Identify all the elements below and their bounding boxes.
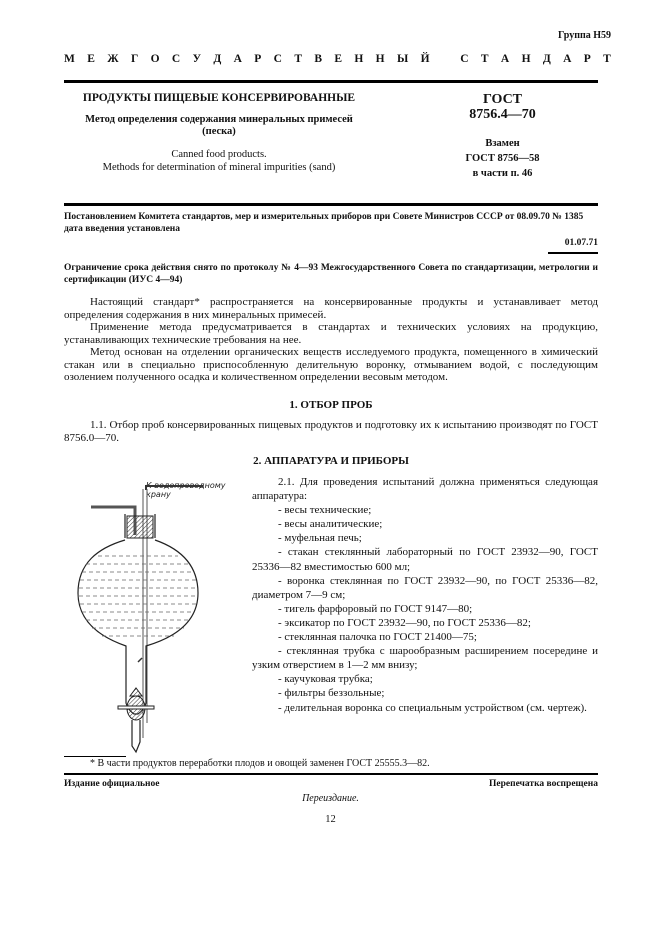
gost-number: 8756.4—70 (469, 107, 536, 122)
title-block (64, 92, 374, 174)
heading-letter: Р (583, 53, 591, 65)
heading-letter: С (273, 53, 282, 65)
heading-letter: С (460, 53, 469, 65)
title-rule (64, 203, 598, 206)
heading-letter: Т (480, 53, 489, 65)
heading-letter: С (171, 53, 181, 65)
heading-letter: Т (294, 53, 302, 65)
subtitle-line: Метод определения содержания минеральных примесей (85, 114, 353, 125)
heading-letter: Ж (107, 53, 119, 65)
apparatus-item: - каучуковая трубка; (278, 673, 373, 686)
section-2-title: 2. АППАРАТУРА И ПРИБОРЫ (253, 455, 409, 467)
heading-letter: Д (542, 53, 551, 65)
footer-rule (64, 773, 598, 775)
heading-letter: Т (603, 53, 611, 65)
date-underline (548, 252, 598, 254)
intro-paragraph: Метод основан на отделении органических веществ исследуемого продукта, помещенного в химический стакан или в специально приспособленную делительную воронку, отмыванием водой, с последующим озолением полученного осадка и количественном определении весовым методом. (64, 346, 598, 383)
gost-label: ГОСТ (482, 92, 523, 107)
document-subtitle (64, 114, 374, 138)
apparatus-item: - фильтры беззольные; (278, 687, 385, 700)
heading-letter: А (563, 53, 572, 65)
apparatus-item: - воронка стеклянная по ГОСТ 23932—90, по ГОСТ 25336—82, диаметром 7—9 см; (252, 574, 598, 601)
apparatus-item: - эксикатор по ГОСТ 23932—90, по ГОСТ 25336—82; (278, 616, 531, 629)
heading-letter: В (314, 53, 322, 65)
english-title-line: Methods for determination of mineral impurities (sand) (102, 162, 336, 173)
funnel-diagram-icon (58, 478, 243, 758)
apparatus-item: - делительная воронка со специальным устройством (см. чертеж). (278, 701, 587, 714)
apparatus-item: - муфельная печь; (278, 532, 362, 545)
interstate-standard-heading (64, 53, 611, 65)
heading-letter: Н (375, 53, 385, 65)
heading-letter: Н (521, 53, 531, 65)
effective-date: 01.07.71 (564, 238, 598, 248)
apparatus-list (252, 475, 598, 715)
intro-paragraph: Настоящий стандарт* распространяется на консервированные продукты и устанавливает метод определения содержания в них минеральных примесей. (64, 296, 598, 321)
apparatus-item: - весы технические; (278, 504, 372, 517)
heading-letter: У (192, 53, 202, 65)
apparatus-intro: 2.1. Для проведения испытаний должна применяться следующая аппаратура: (252, 476, 598, 503)
heading-letter: Ы (396, 53, 409, 65)
replaces-block (440, 136, 565, 181)
separatory-funnel-drawing (58, 478, 243, 758)
section-1-text (64, 419, 598, 444)
heading-letter: Е (87, 53, 95, 65)
heading-letter: Е (334, 53, 343, 65)
english-title-line: Canned food products. (171, 149, 267, 160)
heading-letter: М (64, 53, 75, 65)
official-edition-label: Издание официальное (64, 779, 160, 789)
figure-label-line2: крану (146, 490, 171, 499)
header-rule (64, 80, 598, 83)
subtitle-line: (песка) (202, 126, 236, 137)
apparatus-item: - стеклянная трубка с шарообразным расширением посередине и узким отверстием в 1—2 мм внизу; (252, 645, 598, 672)
replaces-label: Взамен (485, 138, 520, 149)
page-number: 12 (325, 814, 336, 825)
reprint-note: Переиздание. (302, 793, 359, 804)
apparatus-item: - весы аналитические; (278, 518, 383, 531)
intro-paragraph: Применение метода предусматривается в стандартах и технических условиях на продукцию, устанавливающих технические требования на нее. (64, 321, 598, 346)
reprint-prohibited-label: Перепечатка воспрещена (488, 779, 598, 789)
decree-text: Постановлением Комитета стандартов, мер и измерительных приборов при Совете Министров СССР от 08.09.70 № 1385 дата введения установлена (64, 212, 584, 234)
apparatus-item: - тигель фарфоровый по ГОСТ 9147—80; (278, 602, 473, 615)
heading-letter: А (233, 53, 242, 65)
heading-letter: Н (354, 53, 364, 65)
replaces-part: в части п. 46 (472, 168, 533, 179)
heading-letter: Г (130, 53, 139, 65)
heading-letter: А (500, 53, 510, 65)
document-title: ПРОДУКТЫ ПИЩЕВЫЕ КОНСЕРВИРОВАННЫЕ (82, 92, 356, 104)
heading-letter: Р (254, 53, 262, 65)
heading-letter: Д (213, 53, 222, 65)
limitation-text: Ограничение срока действия снято по протоколу № 4—93 Межгосударственного Совета по стандартизации, метрологии и сертификации (ИУС 4—94) (64, 263, 598, 285)
section-1-title: 1. ОТБОР ПРОБ (289, 399, 373, 411)
intro-text (64, 296, 598, 384)
footnote: * В части продуктов переработки плодов и овощей заменен ГОСТ 25555.3—82. (90, 758, 430, 769)
group-code: Группа Н59 (558, 30, 611, 41)
gost-designation (440, 92, 565, 181)
figure-label-line1: К водопроводному (146, 481, 226, 490)
replaces-gost: ГОСТ 8756—58 (465, 153, 540, 164)
heading-letter: О (150, 53, 160, 65)
english-title (64, 148, 374, 174)
heading-letter: Й (420, 53, 430, 65)
apparatus-item: - стакан стеклянный лабораторный по ГОСТ 23932—90, ГОСТ 25336—82 вместимостью 600 мл; (252, 546, 598, 573)
footnote-rule (64, 756, 126, 757)
apparatus-item: - стеклянная палочка по ГОСТ 21400—75; (278, 631, 477, 644)
section-paragraph: 1.1. Отбор проб консервированных пищевых продуктов и подготовку их к испытанию производят по ГОСТ 8756.0—70. (64, 419, 598, 444)
